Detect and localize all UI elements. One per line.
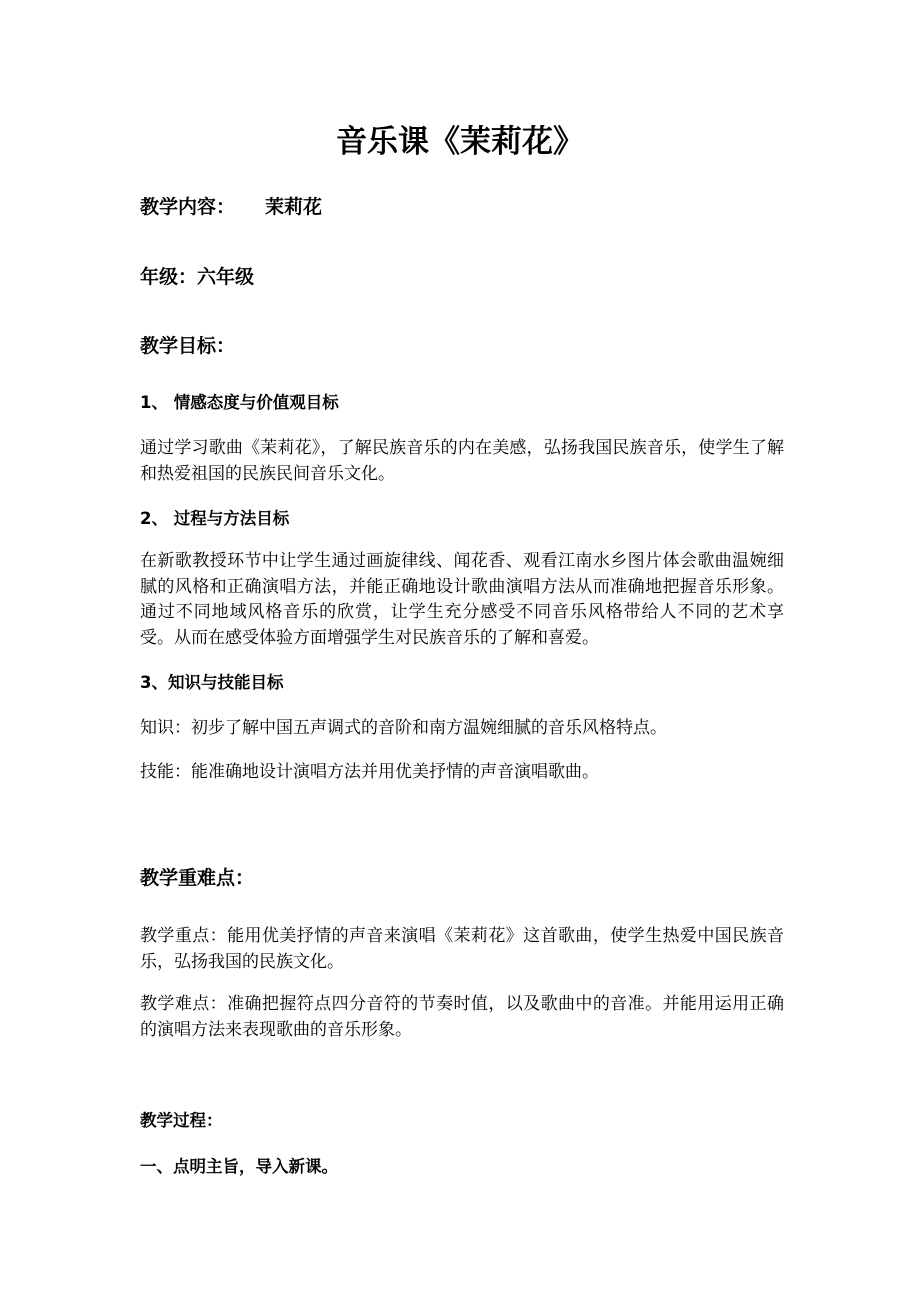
- document-title: 音乐课《茉莉花》: [336, 124, 584, 160]
- grade: 年级：六年级: [140, 266, 255, 288]
- goal-3-skill: 技能：能准确地设计演唱方法并用优美抒情的声音演唱歌曲。: [140, 762, 599, 782]
- goal-2-text: 在新歌教授环节中让学生通过画旋律线、闻花香、观看江南水乡图片体会歌曲温婉细腻的风格和正确演唱方法，并能正确地设计歌曲演唱方法从而准确地把握音乐形象。通过不同地域风格音乐的欣赏，让学生充分感受不同音乐风格带给人不同的艺术享受。从而在感受体验方面增强学生对民族音乐的了解和喜爱。: [140, 551, 784, 648]
- content-label: 教学内容：: [140, 196, 236, 218]
- goal-1-heading: 1、 情感态度与价值观目标: [140, 393, 339, 412]
- process-heading: 教学过程：: [140, 1111, 223, 1130]
- teaching-content: [140, 194, 784, 220]
- step-1: 一、点明主旨，导入新课。: [140, 1157, 338, 1176]
- key-point: 教学重点：能用优美抒情的声音来演唱《茉莉花》这首歌曲，使学生热爱中国民族音乐，弘扬我国的民族文化。: [140, 926, 784, 972]
- difficult-point: 教学难点：准确把握符点四分音符的节奏时值，以及歌曲中的音准。并能用运用正确的演唱方法来表现歌曲的音乐形象。: [140, 994, 784, 1040]
- goal-1-text: 通过学习歌曲《茉莉花》，了解民族音乐的内在美感，弘扬我国民族音乐，使学生了解和热爱祖国的民族民间音乐文化。: [140, 438, 784, 484]
- goal-2-heading: 2、 过程与方法目标: [140, 509, 290, 528]
- key-heading: 教学重难点：: [140, 867, 255, 889]
- goal-3-heading: 3、知识与技能目标: [140, 673, 284, 692]
- goals-heading: 教学目标：: [140, 335, 236, 357]
- goal-3-knowledge: 知识：初步了解中国五声调式的音阶和南方温婉细腻的音乐风格特点。: [140, 718, 667, 738]
- content-value: 茉莉花: [265, 196, 323, 218]
